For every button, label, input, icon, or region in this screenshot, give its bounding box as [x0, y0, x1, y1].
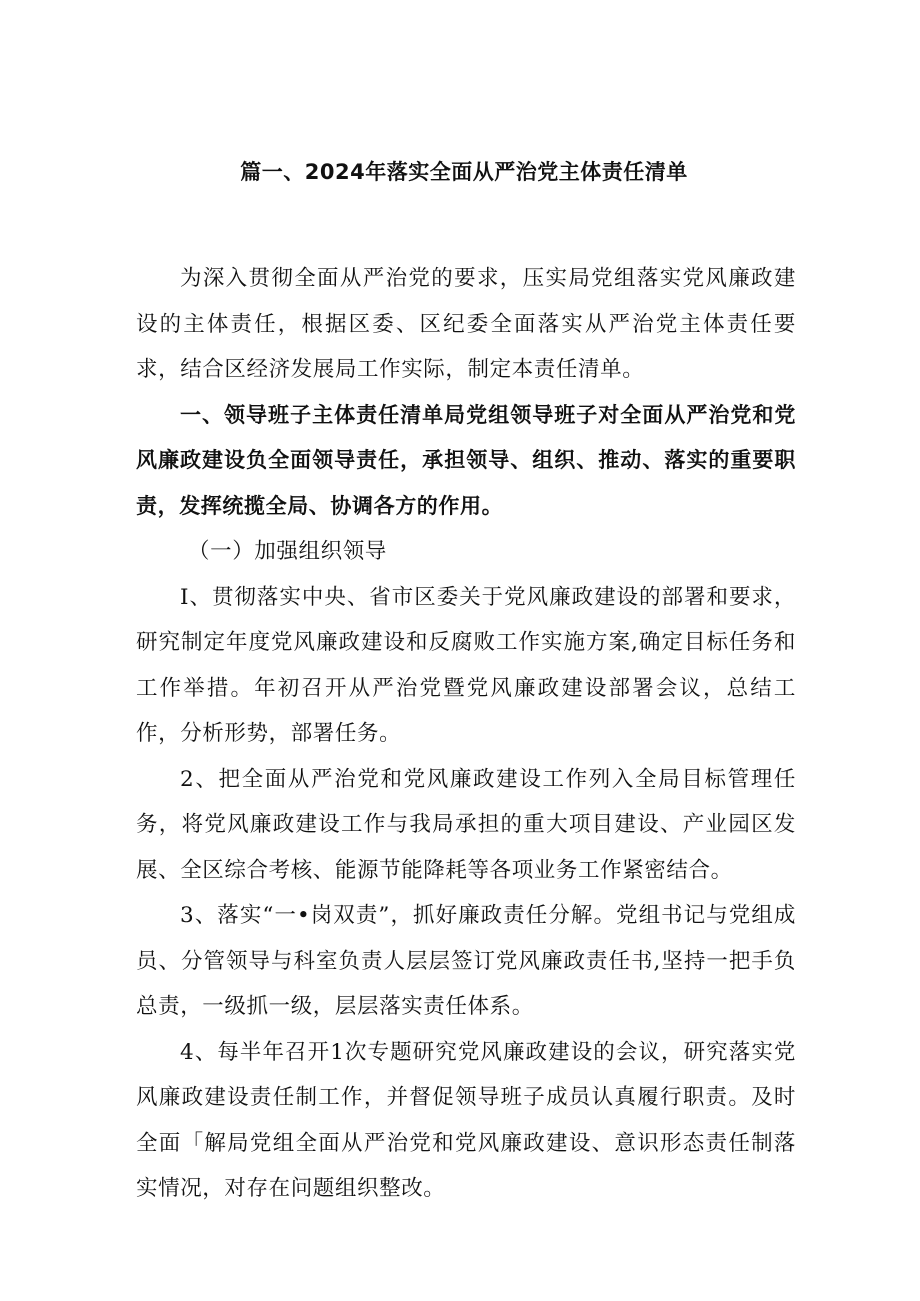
section-heading-paragraph: 一、领导班子主体责任清单局党组领导班子对全面从严治党和党风廉政建设负全面领导责任，承担领导、组织、推动、落实的重要职责，发挥统揽全局、协调各方的作用。	[136, 402, 796, 518]
list-item-2: 2、把全面从严治党和党风廉政建设工作列入全局目标管理任务，将党风廉政建设工作与我局承担的重大项目建设、产业园区发展、全区综合考核、能源节能降耗等各项业务工作紧密结合。	[136, 766, 796, 883]
list-item-4: 4、每半年召开1次专题研究党风廉政建设的会议，研究落实党风廉政建设责任制工作，并督促领导班子成员认真履行职责。及时全面「解局党组全面从严治党和党风廉政建设、意识形态责任制落实情况，对存在问题组织整改。	[136, 1039, 796, 1201]
intro-paragraph: 为深入贯彻全面从严治党的要求，压实局党组落实党风廉政建设的主体责任，根据区委、区纪委全面落实从严治党主体责任要求，结合区经济发展局工作实际，制定本责任清单。	[136, 266, 796, 382]
document-body	[136, 256, 796, 1212]
subsection-heading: （一）加强组织领导	[188, 539, 387, 564]
document-title: 篇一、2024年落实全面从严治党主体责任清单	[240, 160, 688, 184]
list-item-3: 3、落实“一•岗双责”，抓好廉政责任分解。党组书记与党组成员、分管领导与科室负责人层层签订党风廉政责任书,坚持一把手负总责，一级抓一级，层层落实责任体系。	[136, 903, 796, 1019]
list-item-1: I、贯彻落实中央、省市区委关于党风廉政建设的部署和要求，研究制定年度党风廉政建设和反腐败工作实施方案,确定目标任务和工作举措。年初召开从严治党暨党风廉政建设部署会议，总结工作，分析形势，部署任务。	[136, 584, 796, 746]
